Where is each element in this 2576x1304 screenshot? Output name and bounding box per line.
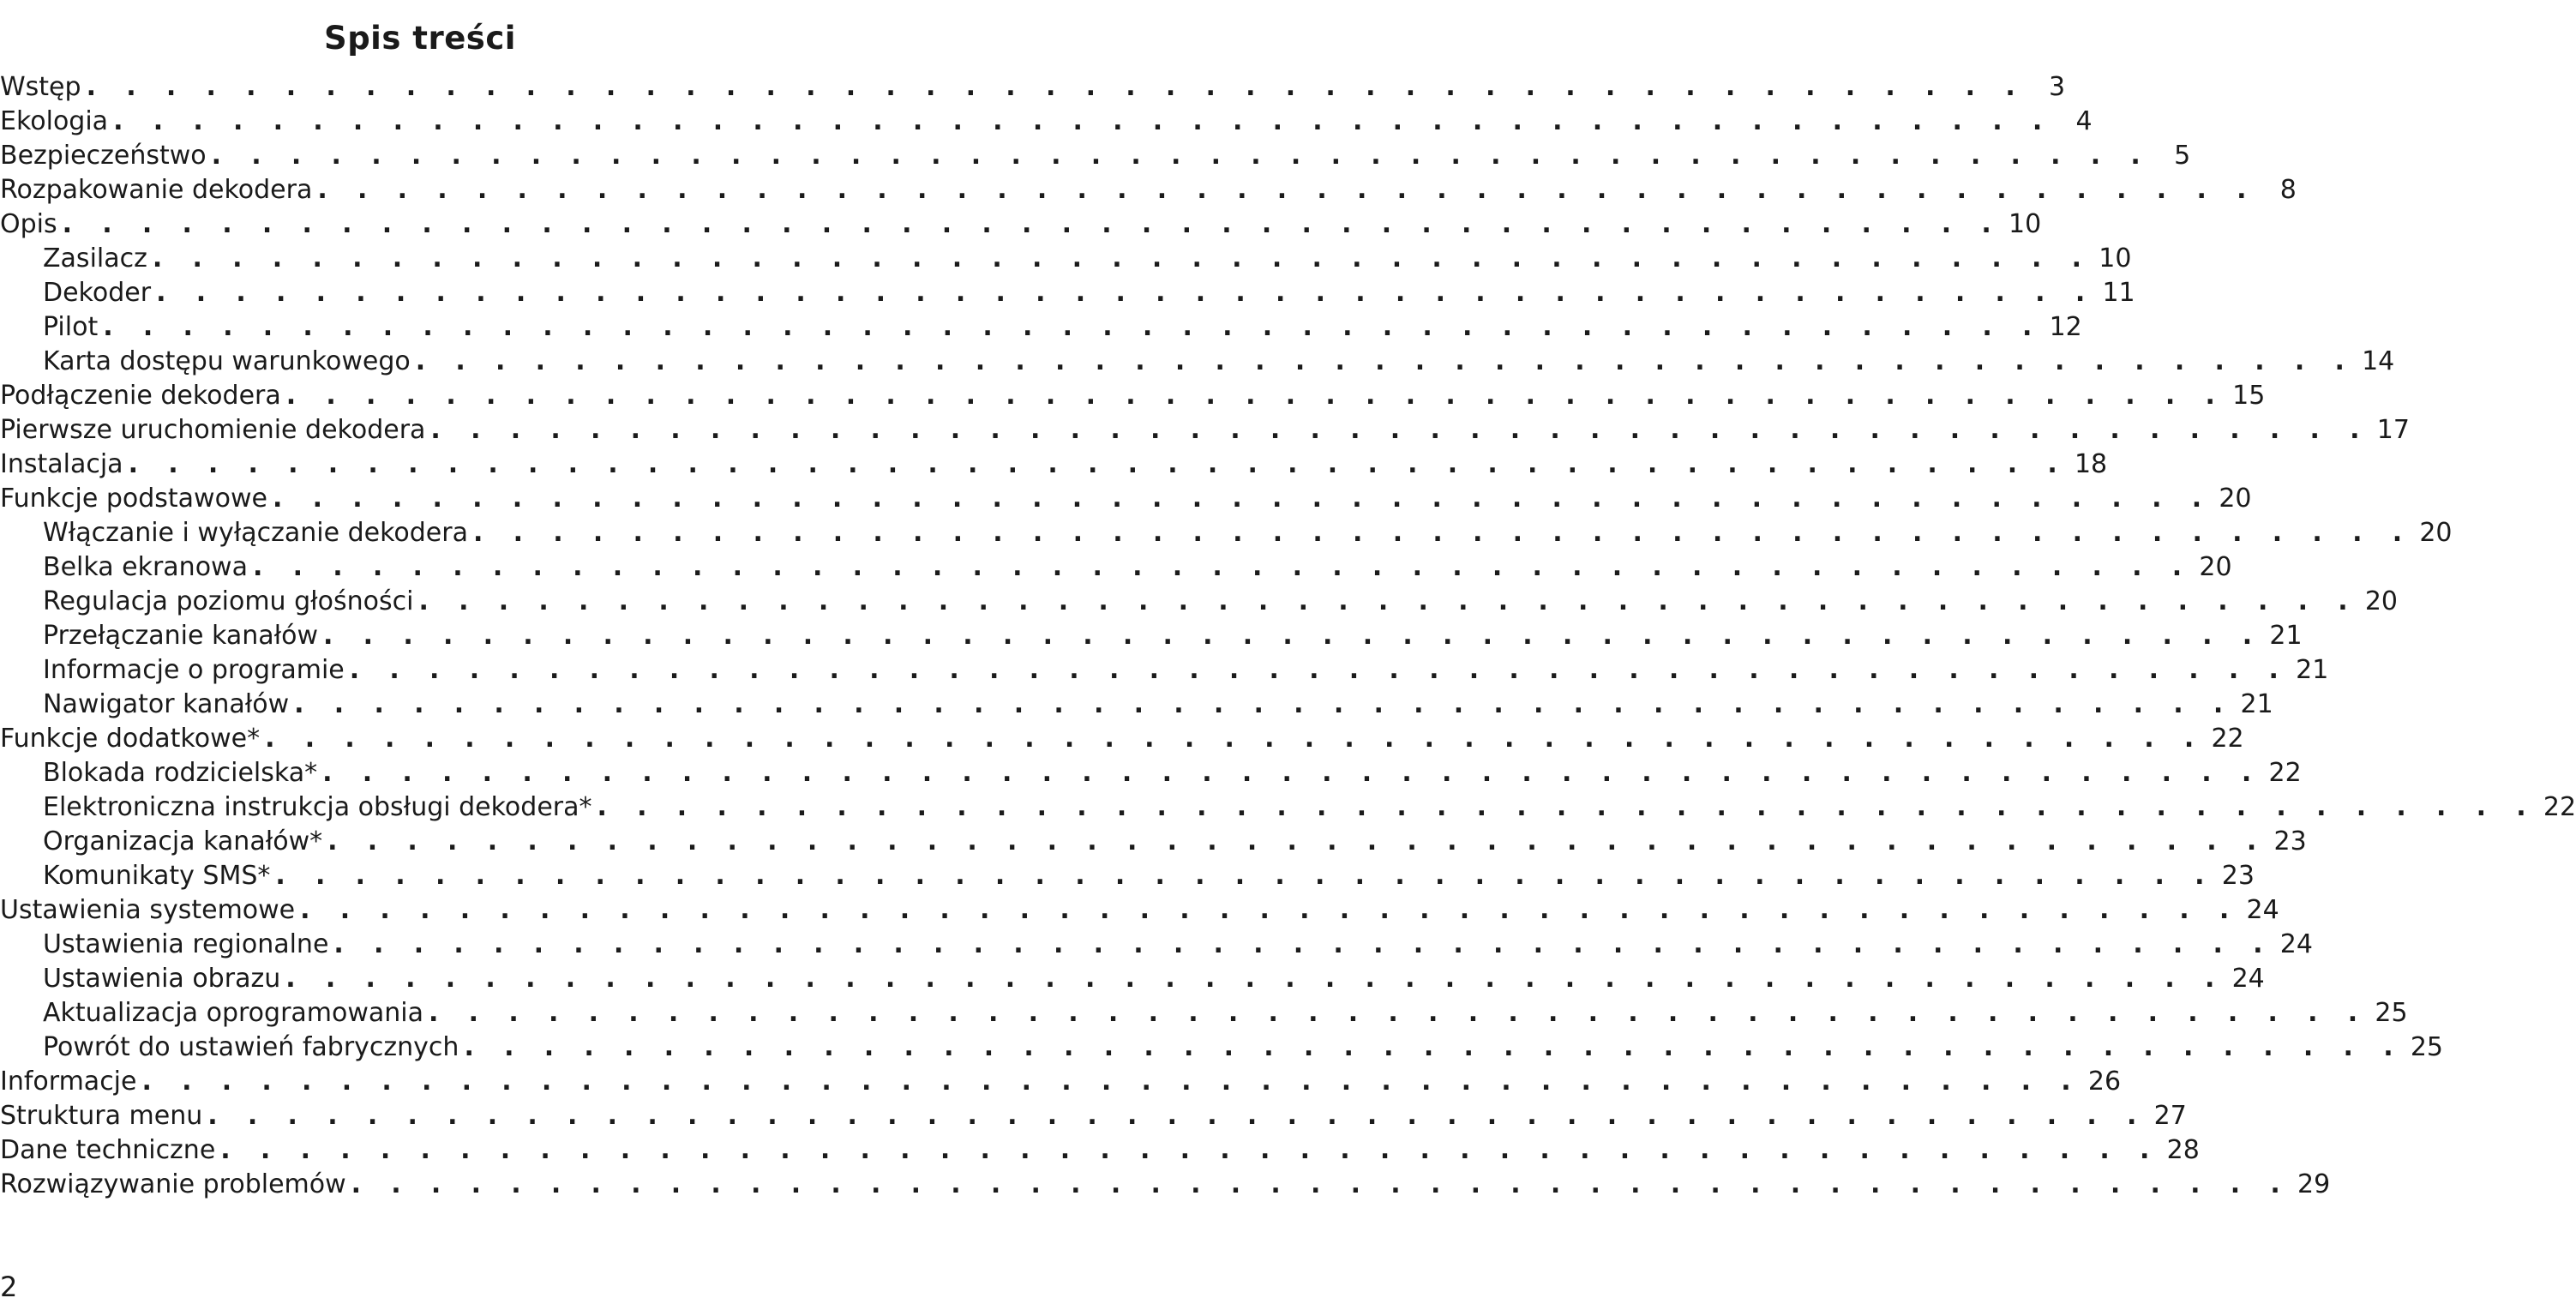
- toc-dot-leader: . . . . . . . . . . . . . . . . . . . . . . . . . . . . . . . . . . . . . . . . . . . . . . . . .: [464, 1032, 2404, 1062]
- toc-entry[interactable]: [0, 1133, 2200, 1168]
- toc-entry-page-number: 21: [2269, 621, 2303, 651]
- toc-entry[interactable]: [0, 996, 2408, 1031]
- toc-entry-page-number: 29: [2297, 1169, 2331, 1199]
- page-number: 2: [0, 1271, 18, 1303]
- toc-entry-page-number: 10: [2009, 209, 2042, 239]
- toc-entry[interactable]: [0, 825, 2307, 859]
- toc-dot-leader: . . . . . . . . . . . . . . . . . . . . . . . . . . . . . . . . . . . . . . . . . . . . . . . . .: [327, 826, 2267, 856]
- toc-entry-title: Funkcje podstawowe: [0, 484, 267, 514]
- toc-entry[interactable]: [0, 379, 2266, 413]
- toc-entry[interactable]: [0, 139, 2191, 173]
- toc-entry-title: Podłączenie dekodera: [0, 381, 281, 411]
- toc-entry[interactable]: [0, 550, 2232, 585]
- toc-entry-page-number: 26: [2087, 1067, 2122, 1097]
- toc-entry-title: Ekologia: [0, 106, 109, 136]
- toc-dot-leader: . . . . . . . . . . . . . . . . . . . . . . . . . . . . . . . . . . . . . . . . . . . . . . . . .: [220, 1135, 2160, 1165]
- toc-entry-title: Nawigator kanałów: [43, 689, 290, 719]
- toc-entry[interactable]: [0, 722, 2244, 756]
- toc-dot-leader: . . . . . . . . . . . . . . . . . . . . . . . . . . . . . . . . . . . . . . . . . . . . . . . . .: [430, 415, 2370, 445]
- toc-entry-page-number: 20: [2199, 552, 2232, 582]
- toc-entry-title: Struktura menu: [0, 1101, 203, 1131]
- toc-entry-title: Rozwiązywanie problemów: [0, 1169, 346, 1199]
- toc-entry-page-number: 27: [2153, 1101, 2187, 1131]
- toc-entry-title: Elektroniczna instrukcja obsługi dekodera*: [43, 792, 592, 822]
- toc-entry-title: Ustawienia regionalne: [43, 929, 329, 959]
- toc-entry[interactable]: [0, 1168, 2331, 1202]
- toc-dot-leader: . . . . . . . . . . . . . . . . . . . . . . . . . . . . . . . . . . . . . . . . . . . . . . . . .: [265, 724, 2205, 754]
- toc-entry-page-number: 20: [2219, 484, 2252, 514]
- toc-entry[interactable]: [0, 756, 2302, 790]
- toc-dot-leader: . . . . . . . . . . . . . . . . . . . . . . . . . . . . . . . . . . . . . . . . . . . . . . . . .: [597, 792, 2537, 822]
- toc-entry[interactable]: [0, 413, 2410, 448]
- toc-entry-title: Przełączanie kanałów: [43, 621, 319, 651]
- toc-entry-title: Informacje: [0, 1067, 137, 1097]
- toc-entry[interactable]: [0, 619, 2303, 653]
- toc-dot-leader: . . . . . . . . . . . . . . . . . . . . . . . . . . . . . . . . . . . . . . . . . . . . . . . . .: [322, 758, 2262, 788]
- toc-entry-title: Regulacja poziomu głośności: [43, 586, 414, 616]
- toc-entry[interactable]: [0, 688, 2273, 722]
- toc-entry-page-number: 15: [2232, 381, 2266, 411]
- toc-dot-leader: . . . . . . . . . . . . . . . . . . . . . . . . . . . . . . . . . . . . . . . . . . . . . . . . .: [300, 895, 2240, 925]
- toc-entry[interactable]: [0, 276, 2135, 310]
- toc-entry-page-number: 12: [2049, 312, 2082, 342]
- toc-entry-page-number: 22: [2543, 792, 2576, 822]
- toc-dot-leader: . . . . . . . . . . . . . . . . . . . . . . . . . . . . . . . . . . . . . . . . . . . . . . . . .: [285, 964, 2225, 994]
- toc-entry-title: Pilot: [43, 312, 99, 342]
- toc-entry[interactable]: [0, 207, 2042, 242]
- toc-dot-leader: . . . . . . . . . . . . . . . . . . . . . . . . . . . . . . . . . . . . . . . . . . . . . . . . .: [472, 518, 2413, 548]
- toc-entry-title: Aktualizacja oprogramowania: [43, 998, 424, 1028]
- toc-dot-leader: . . . . . . . . . . . . . . . . . . . . . . . . . . . . . . . . . . . . . . . . . . . . . . . . .: [152, 243, 2093, 273]
- toc-entry-title: Instalacja: [0, 449, 123, 479]
- toc-entry[interactable]: [0, 893, 2279, 928]
- toc-entry-page-number: 22: [2211, 724, 2244, 754]
- toc-entry[interactable]: [0, 1065, 2122, 1099]
- toc-entry-title: Belka ekranowa: [43, 552, 248, 582]
- toc-entry-page-number: 23: [2221, 861, 2255, 891]
- toc-entry-page-number: 22: [2268, 758, 2302, 788]
- toc-entry[interactable]: [0, 790, 2576, 825]
- toc-entry-page-number: 24: [2246, 895, 2279, 925]
- toc-dot-leader: . . . . . . . . . . . . . . . . . . . . . . . . . . . . . . . . . . . . . . . . . . . . . . . . .: [128, 449, 2069, 479]
- toc-entry-page-number: 21: [2296, 655, 2329, 685]
- toc-entry[interactable]: [0, 859, 2255, 893]
- page-title: Spis treści: [324, 19, 516, 57]
- toc-entry[interactable]: [0, 516, 2453, 550]
- toc-dot-leader: . . . . . . . . . . . . . . . . . . . . . . . . . . . . . . . . . . . . . . . . . . . . . . . . .: [156, 278, 2096, 308]
- toc-entry[interactable]: [0, 345, 2395, 379]
- toc-entry-page-number: 23: [2273, 826, 2307, 856]
- toc-dot-leader: . . . . . . . . . . . . . . . . . . . . . . . . . . . . . . . . . . . . . . . . . . . . . . . . .: [418, 586, 2359, 616]
- toc-entry-page-number: 25: [2375, 998, 2408, 1028]
- toc-entry-title: Wstęp: [0, 72, 81, 102]
- toc-dot-leader: . . . . . . . . . . . . . . . . . . . . . . . . . . . . . . . . . . . . . . . . . . . . . . . . .: [211, 141, 2152, 171]
- toc-entry[interactable]: [0, 70, 2066, 105]
- toc-dot-leader: . . . . . . . . . . . . . . . . . . . . . . . . . . . . . . . . . . . . . . . . . . . . . . . . .: [333, 929, 2273, 959]
- toc-dot-leader: . . . . . . . . . . . . . . . . . . . . . . . . . . . . . . . . . . . . . . . . . . . . . . . . .: [275, 861, 2215, 891]
- toc-entry-page-number: 8: [2279, 175, 2297, 205]
- toc-entry-title: Dane techniczne: [0, 1135, 216, 1165]
- toc-entry[interactable]: [0, 1031, 2443, 1065]
- toc-entry-page-number: 28: [2166, 1135, 2200, 1165]
- toc-entry-title: Opis: [0, 209, 57, 239]
- toc-entry[interactable]: [0, 962, 2265, 996]
- toc-entry-title: Ustawienia systemowe: [0, 895, 296, 925]
- toc-entry-title: Komunikaty SMS*: [43, 861, 271, 891]
- toc-entry[interactable]: [0, 653, 2329, 688]
- toc-entry-page-number: 11: [2102, 278, 2135, 308]
- toc-entry-title: Karta dostępu warunkowego: [43, 346, 411, 376]
- toc-dot-leader: . . . . . . . . . . . . . . . . . . . . . . . . . . . . . . . . . . . . . . . . . . . . . . . . .: [415, 346, 2356, 376]
- toc-dot-leader: . . . . . . . . . . . . . . . . . . . . . . . . . . . . . . . . . . . . . . . . . . . . . . . . .: [62, 209, 2003, 239]
- toc-dot-leader: . . . . . . . . . . . . . . . . . . . . . . . . . . . . . . . . . . . . . . . . . . . . . . . . .: [141, 1067, 2082, 1097]
- toc-dot-leader: . . . . . . . . . . . . . . . . . . . . . . . . . . . . . . . . . . . . . . . . . . . . . . . . .: [103, 312, 2043, 342]
- toc-entry-page-number: 24: [2279, 929, 2313, 959]
- toc-dot-leader: . . . . . . . . . . . . . . . . . . . . . . . . . . . . . . . . . . . . . . . . . . . . . . . . .: [113, 106, 2053, 136]
- toc-dot-leader: . . . . . . . . . . . . . . . . . . . . . . . . . . . . . . . . . . . . . . . . . . . . . . . . .: [323, 621, 2263, 651]
- toc-entry[interactable]: [0, 585, 2399, 619]
- toc-entry-page-number: 14: [2362, 346, 2395, 376]
- toc-entry[interactable]: [0, 105, 2093, 139]
- toc-entry-title: Funkcje dodatkowe*: [0, 724, 261, 754]
- toc-dot-leader: . . . . . . . . . . . . . . . . . . . . . . . . . . . . . . . . . . . . . . . . . . . . . . . . .: [294, 689, 2234, 719]
- toc-entry[interactable]: [0, 482, 2252, 516]
- toc-dot-leader: . . . . . . . . . . . . . . . . . . . . . . . . . . . . . . . . . . . . . . . . . . . . . . . . .: [86, 72, 2027, 102]
- toc-entry-title: Dekoder: [43, 278, 152, 308]
- toc-entry-page-number: 24: [2231, 964, 2265, 994]
- toc-entry[interactable]: [0, 242, 2132, 276]
- toc-entry-title: Włączanie i wyłączanie dekodera: [43, 518, 468, 548]
- toc-entry-page-number: 25: [2410, 1032, 2443, 1062]
- toc-entry-title: Organizacja kanałów*: [43, 826, 323, 856]
- toc-entry-page-number: 5: [2174, 141, 2191, 171]
- toc-entry[interactable]: [0, 173, 2297, 207]
- toc-dot-leader: . . . . . . . . . . . . . . . . . . . . . . . . . . . . . . . . . . . . . . . . . . . . . . . . .: [285, 381, 2226, 411]
- toc-entry-page-number: 3: [2049, 72, 2066, 102]
- toc-dot-leader: . . . . . . . . . . . . . . . . . . . . . . . . . . . . . . . . . . . . . . . . . . . . . . . . .: [351, 1169, 2291, 1199]
- toc-entry[interactable]: [0, 310, 2082, 345]
- toc-dot-leader: . . . . . . . . . . . . . . . . . . . . . . . . . . . . . . . . . . . . . . . . . . . . . . . . .: [272, 484, 2213, 514]
- toc-entry-page-number: 21: [2240, 689, 2273, 719]
- toc-dot-leader: . . . . . . . . . . . . . . . . . . . . . . . . . . . . . . . . . . . . . . . . . . . . . . . . .: [207, 1101, 2147, 1131]
- toc-entry-page-number: 20: [2364, 586, 2399, 616]
- toc-entry-title: Rozpakowanie dekodera: [0, 175, 313, 205]
- toc-entry[interactable]: [0, 448, 2108, 482]
- toc-dot-leader: . . . . . . . . . . . . . . . . . . . . . . . . . . . . . . . . . . . . . . . . . . . . . . . . .: [349, 655, 2290, 685]
- toc-entry-title: Bezpieczeństwo: [0, 141, 207, 171]
- toc-entry-page-number: 17: [2376, 415, 2410, 445]
- toc-entry-title: Powrót do ustawień fabrycznych: [43, 1032, 459, 1062]
- toc-entry[interactable]: [0, 1099, 2187, 1133]
- toc-dot-leader: . . . . . . . . . . . . . . . . . . . . . . . . . . . . . . . . . . . . . . . . . . . . . . . . .: [429, 998, 2369, 1028]
- toc-entry-title: Zasilacz: [43, 243, 147, 273]
- toc-entry-title: Informacje o programie: [43, 655, 345, 685]
- table-of-contents: [0, 70, 2576, 1202]
- toc-dot-leader: . . . . . . . . . . . . . . . . . . . . . . . . . . . . . . . . . . . . . . . . . . . . . . . . .: [317, 175, 2257, 205]
- toc-entry-page-number: 18: [2074, 449, 2108, 479]
- toc-entry-title: Blokada rodzicielska*: [43, 758, 318, 788]
- toc-entry-page-number: 4: [2075, 106, 2093, 136]
- toc-entry-page-number: 10: [2099, 243, 2132, 273]
- toc-entry-title: Pierwsze uruchomienie dekodera: [0, 415, 426, 445]
- toc-entry-title: Ustawienia obrazu: [43, 964, 281, 994]
- toc-dot-leader: . . . . . . . . . . . . . . . . . . . . . . . . . . . . . . . . . . . . . . . . . . . . . . . . .: [252, 552, 2193, 582]
- toc-entry[interactable]: [0, 928, 2313, 962]
- toc-entry-page-number: 20: [2419, 518, 2453, 548]
